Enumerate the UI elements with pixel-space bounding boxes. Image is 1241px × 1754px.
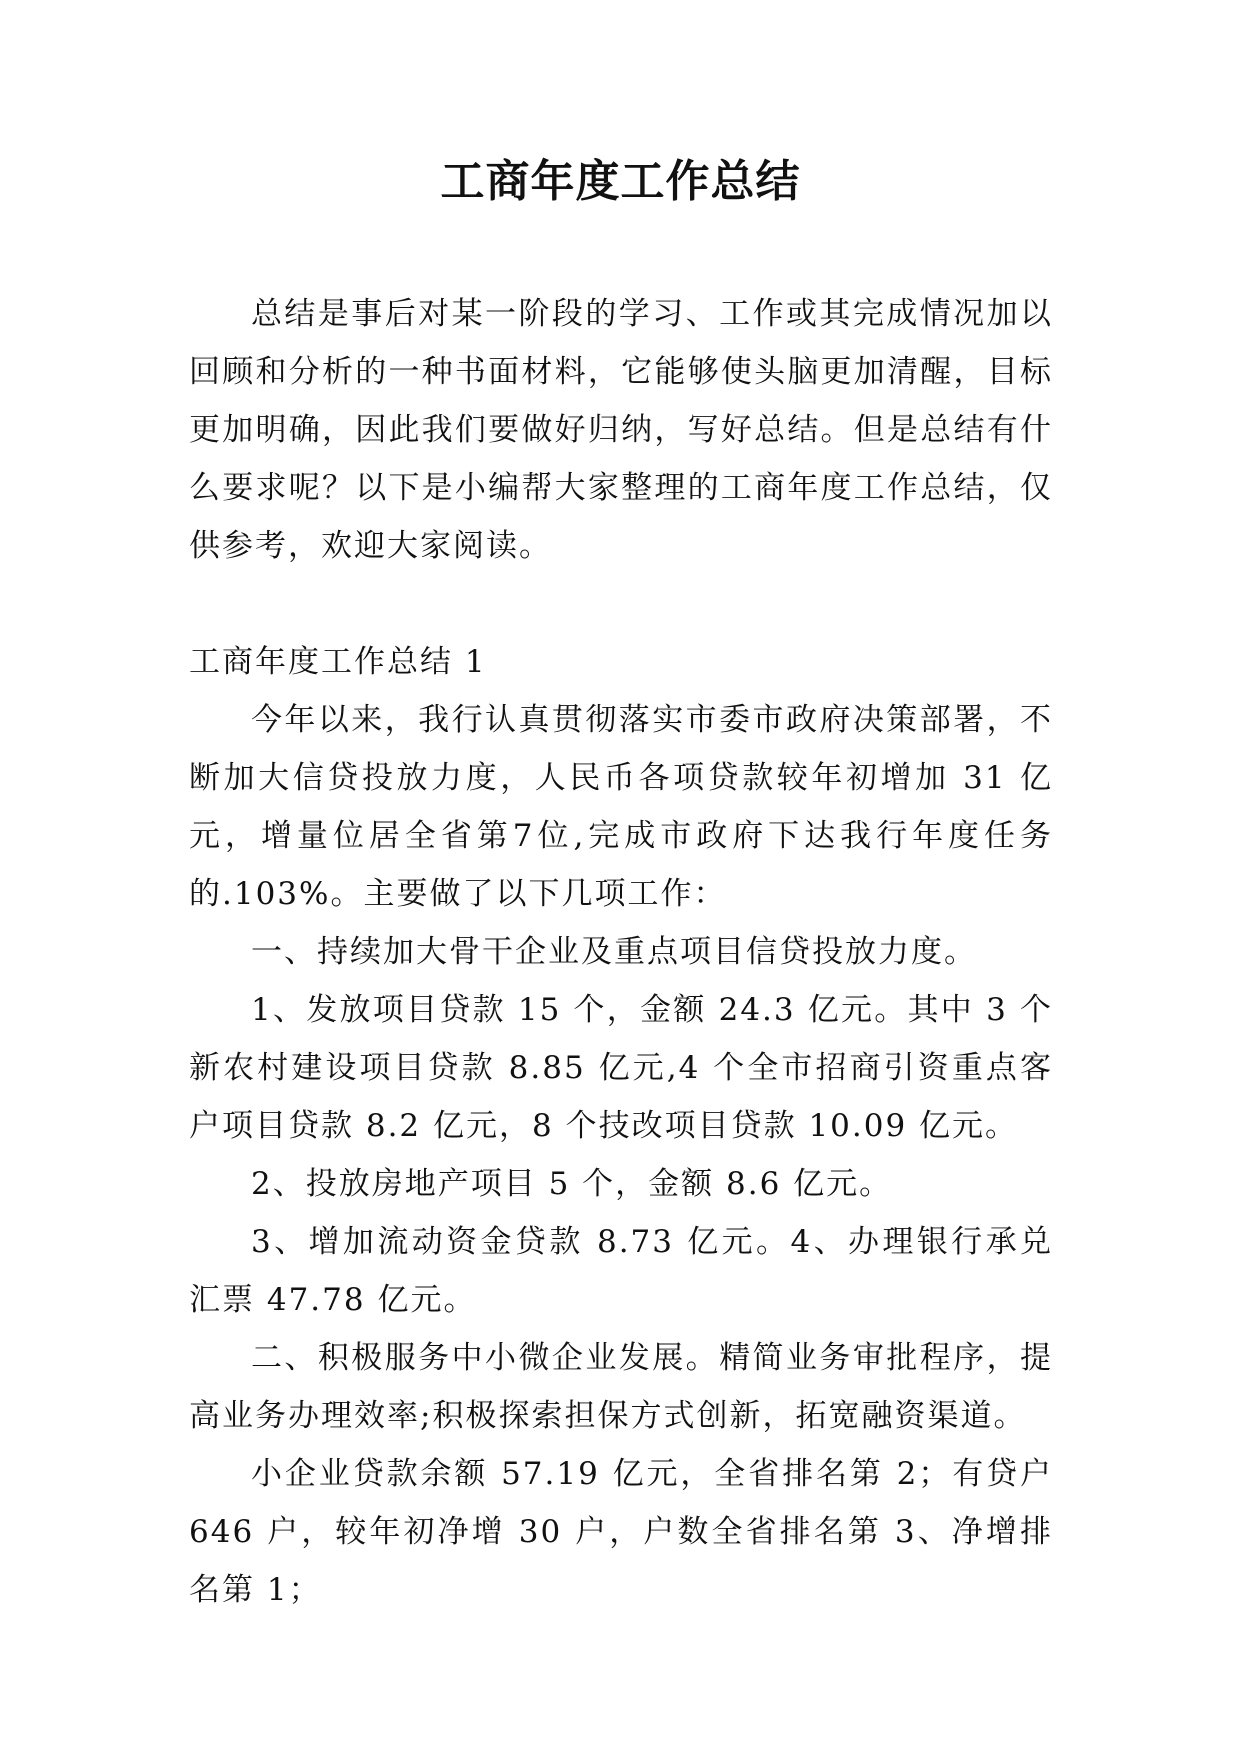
body-paragraph: 一、持续加大骨干企业及重点项目信贷投放力度。 — [251, 934, 977, 970]
intro-paragraph: 总结是事后对某一阶段的学习、工作或其完成情况加以回顾和分析的一种书面材料，它能够使头脑更加清醒，目标更加明确，因此我们要做好归纳，写好总结。但是总结有什么要求呢？以下是小编帮大家整理的工商年度工作总结，仅供参考，欢迎大家阅读。 — [189, 296, 1053, 564]
body-paragraph: 2、投放房地产项目 5 个，金额 8.6 亿元。 — [251, 1166, 893, 1202]
body-paragraph: 今年以来，我行认真贯彻落实市委市政府决策部署，不断加大信贷投放力度，人民币各项贷款较年初增加 31 亿元，增量位居全省第7位,完成市政府下达我行年度任务的.103%。主要做了以下几项工作： — [189, 702, 1053, 912]
body-paragraph: 二、积极服务中小微企业发展。精简业务审批程序，提高业务办理效率;积极探索担保方式创新，拓宽融资渠道。 — [189, 1340, 1053, 1434]
document-title: 工商年度工作总结 — [440, 156, 801, 207]
body-paragraph: 小企业贷款余额 57.19 亿元，全省排名第 2；有贷户 646 户，较年初净增 30 户，户数全省排名第 3、净增排名第 1； — [189, 1456, 1053, 1608]
document-body — [189, 285, 1053, 1619]
body-paragraph: 3、增加流动资金贷款 8.73 亿元。4、办理银行承兑汇票 47.78 亿元。 — [189, 1224, 1053, 1318]
body-paragraph: 1、发放项目贷款 15 个，金额 24.3 亿元。其中 3 个新农村建设项目贷款 8.85 亿元,4 个全市招商引资重点客户项目贷款 8.2 亿元，8 个技改项目贷款 10.09 亿元。 — [189, 992, 1053, 1144]
paragraph-gap — [189, 575, 1053, 633]
section-heading: 工商年度工作总结 1 — [189, 644, 487, 680]
